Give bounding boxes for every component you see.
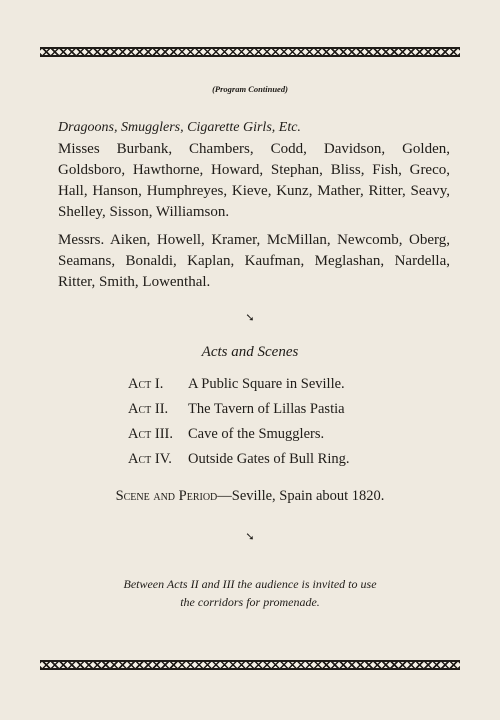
ornament-arrow-icon: ➘ bbox=[245, 312, 255, 324]
act-scene: Cave of the Smugglers. bbox=[188, 426, 325, 442]
acts-list bbox=[128, 376, 350, 476]
scene-period-label: Scene and Period bbox=[115, 488, 218, 504]
act-label: Act IV. bbox=[128, 451, 172, 467]
scene-and-period bbox=[0, 488, 500, 505]
act-label: Act II. bbox=[128, 401, 169, 417]
program-continued-label: (Program Continued) bbox=[212, 84, 288, 94]
act-row bbox=[128, 376, 350, 401]
scene-period-text: —Seville, Spain about 1820. bbox=[217, 488, 385, 504]
ornament-arrow-icon: ➘ bbox=[245, 531, 255, 543]
act-label: Act I. bbox=[128, 376, 164, 392]
messrs-list: Messrs. Aiken, Howell, Kramer, McMillan, Newcomb, Oberg, Seamans, Bonaldi, Kaplan, Kaufman, Meglashan, Nardella, Ritter, Smith, Lowenthal. bbox=[58, 232, 450, 290]
act-scene: Outside Gates of Bull Ring. bbox=[188, 451, 350, 467]
act-label: Act III. bbox=[128, 426, 173, 442]
top-decorative-border bbox=[40, 47, 460, 57]
cast-heading: Dragoons, Smugglers, Cigarette Girls, Etc. bbox=[58, 120, 301, 135]
acts-and-scenes-title: Acts and Scenes bbox=[201, 344, 299, 360]
act-scene: The Tavern of Lillas Pastia bbox=[188, 401, 345, 417]
note-line: the corridors for promenade. bbox=[180, 595, 320, 609]
misses-list: Misses Burbank, Chambers, Codd, Davidson, Golden, Goldsboro, Hawthorne, Howard, Stephan, Bliss, Fish, Greco, Hall, Hanson, Humphreyes, Kieve, Kunz, Mather, Ritter, Seavy, Shelley, Sisson, Williamson. bbox=[58, 141, 450, 220]
intermission-note bbox=[0, 575, 500, 611]
act-row bbox=[128, 401, 350, 426]
act-scene: A Public Square in Seville. bbox=[188, 376, 345, 392]
bottom-decorative-border bbox=[40, 660, 460, 670]
act-row bbox=[128, 426, 350, 451]
act-row bbox=[128, 451, 350, 476]
note-line: Between Acts II and III the audience is invited to use bbox=[123, 577, 377, 591]
